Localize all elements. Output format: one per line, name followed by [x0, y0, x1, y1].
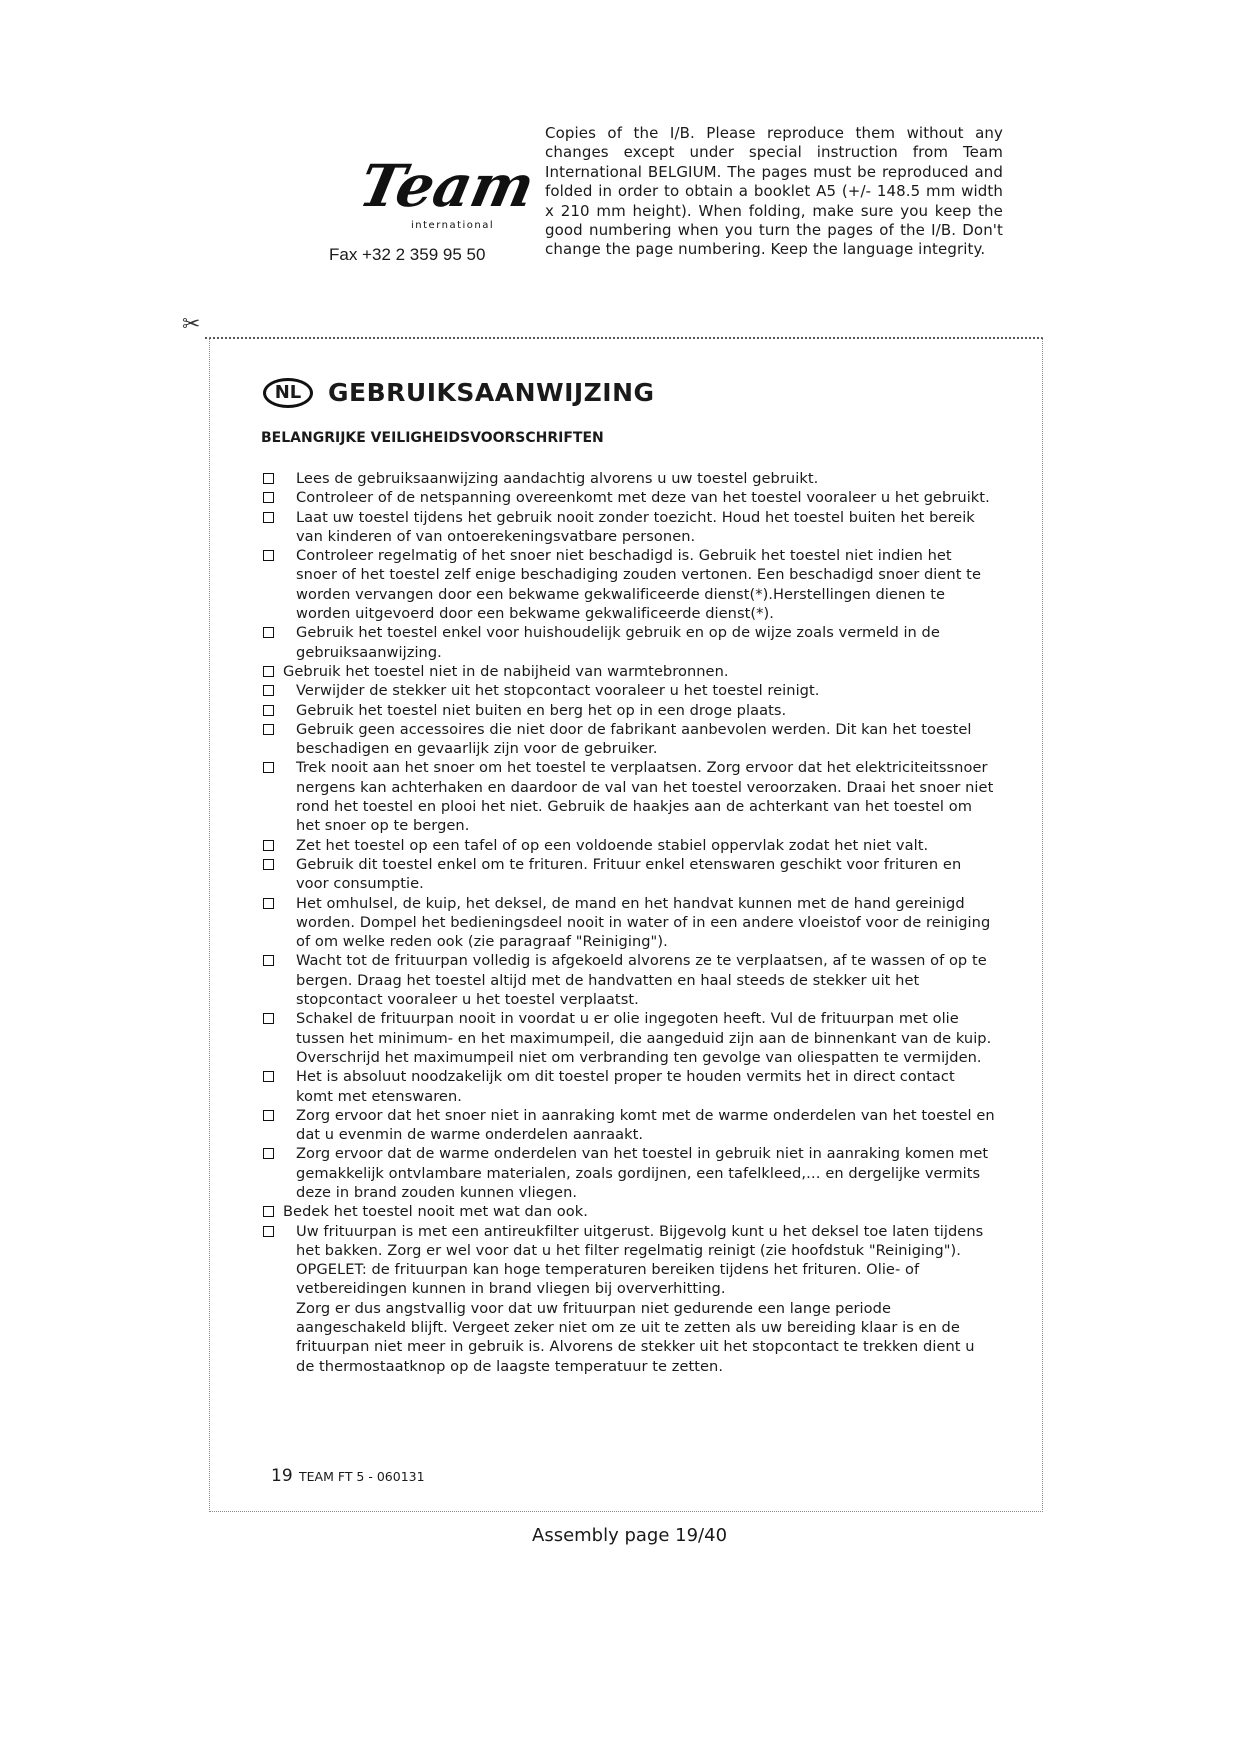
warning-text: OPGELET: de frituurpan kan hoge temperaturen bereiken tijdens het frituren. Olie- of vetbereidingen kunnen in brand vliegen bij oververhitting.	[296, 1261, 920, 1298]
list-item: Lees de gebruiksaanwijzing aandachtig alvorens u uw toestel gebruikt.	[261, 469, 996, 488]
list-item: Gebruik het toestel niet in de nabijheid van warmtebronnen.	[261, 662, 996, 681]
checkbox-bullet-icon	[263, 705, 274, 716]
checkbox-bullet-icon	[263, 550, 274, 561]
logo-word: Team	[353, 151, 541, 220]
list-item: Controleer regelmatig of het snoer niet beschadigd is. Gebruik het toestel niet indien het snoer of het toestel zelf enige beschadiging zouden vertonen. Een beschadigd snoer dient te worden vervangen door een bekwame gekwalificeerde dienst(*).Herstellingen dienen te worden uitgevoerd door een bekwame gekwalificeerde dienst(*).	[261, 546, 996, 623]
thermostat-text: Zorg er dus angstvallig voor dat uw frituurpan niet gedurende een lange periode aangeschakeld blijft. Vergeet zeker niet om ze uit te zetten als uw bereiding klaar is en de frituurpan niet meer in gebruik is. Alvorens de stekker uit het stopcontact te trekken dient u de thermostaatknop op de laagste temperatuur te zetten.	[296, 1299, 975, 1375]
antiodour-filter-text: Uw frituurpan is met een antireukfilter uitgerust. Bijgevolg kunt u het deksel toe laten tijdens het bakken. Zorg er wel voor dat u het filter regelmatig reinigt (zie hoofdstuk "Reiniging").	[296, 1222, 984, 1259]
list-item: Gebruik het toestel niet buiten en berg het op in een droge plaats.	[261, 701, 996, 720]
checkbox-bullet-icon	[263, 473, 274, 484]
fax-number: Fax +32 2 359 95 50	[329, 245, 486, 264]
section-heading: BELANGRIJKE VEILIGHEIDSVOORSCHRIFTEN	[261, 430, 604, 446]
list-item: Wacht tot de frituurpan volledig is afgekoeld alvorens ze te verplaatsen, af te wassen of op te bergen. Draag het toestel altijd met de handvatten en haal steeds de stekker uit het stopcontact vooraleer u het toestel verplaatst.	[261, 951, 996, 1009]
assembly-page-label: Assembly page 19/40	[532, 1525, 728, 1546]
list-item: Het omhulsel, de kuip, het deksel, de mand en het handvat kunnen met de hand gereinigd worden. Dompel het bedieningsdeel nooit in water of in een andere vloeistof voor de reiniging of om welke reden ook (zie paragraaf "Reiniging").	[261, 894, 996, 952]
team-international-logo	[353, 138, 541, 238]
page-title: GEBRUIKSAANWIJZING	[328, 378, 655, 407]
logo-sub: international	[411, 220, 495, 231]
list-item: Zorg ervoor dat de warme onderdelen van het toestel in gebruik niet in aanraking komen met gemakkelijk ontvlambare materialen, zoals gordijnen, een tafelkleed,… en dergelijke vermits deze in brand zouden kunnen vliegen.	[261, 1144, 996, 1202]
list-item: Verwijder de stekker uit het stopcontact vooraleer u het toestel reinigt.	[261, 681, 996, 700]
checkbox-bullet-icon	[263, 840, 274, 851]
list-item: Zorg ervoor dat het snoer niet in aanraking komt met de warme onderdelen van het toestel en dat u evenmin de warme onderdelen aanraakt.	[261, 1106, 996, 1145]
checkbox-bullet-icon	[263, 1148, 274, 1159]
checkbox-bullet-icon	[263, 1110, 274, 1121]
list-item: Gebruik geen accessoires die niet door de fabrikant aanbevolen werden. Dit kan het toestel beschadigen en gevaarlijk zijn voor de gebruiker.	[261, 720, 996, 759]
checkbox-bullet-icon	[263, 1071, 274, 1082]
list-item: Gebruik dit toestel enkel om te frituren. Frituur enkel etenswaren geschikt voor frituren en voor consumptie.	[261, 855, 996, 894]
list-item: Schakel de frituurpan nooit in voordat u er olie ingegoten heeft. Vul de frituurpan met olie tussen het minimum- en het maximumpeil, die aangeduid zijn aan de binnenkant van de kuip. Overschrijd het maximumpeil niet om verbranding ten gevolge van oliespatten te vermijden.	[261, 1009, 996, 1067]
model-code: TEAM FT 5 - 060131	[299, 1469, 425, 1484]
checkbox-bullet-icon	[263, 955, 274, 966]
checkbox-bullet-icon	[263, 1013, 274, 1024]
checkbox-bullet-icon	[263, 685, 274, 696]
checkbox-bullet-icon	[263, 512, 274, 523]
list-item: Controleer of de netspanning overeenkomt met deze van het toestel vooraleer u het gebruikt.	[261, 488, 996, 507]
list-item: Laat uw toestel tijdens het gebruik nooit zonder toezicht. Houd het toestel buiten het bereik van kinderen of van ontoerekeningsvatbare personen.	[261, 508, 996, 547]
list-item: Zet het toestel op een tafel of op een voldoende stabiel oppervlak zodat het niet valt.	[261, 836, 996, 855]
list-item: Bedek het toestel nooit met wat dan ook.	[261, 1202, 996, 1221]
checkbox-bullet-icon	[263, 859, 274, 870]
reproduction-instructions: Copies of the I/B. Please reproduce them without any changes except under special instruction from Team International BELGIUM. The pages must be reproduced and folded in order to obtain a booklet A5 (+/- 148.5 mm width x 210 mm height). When folding, make sure you keep the good numbering when you turn the pages of the I/B. Don't change the page numbering. Keep the language integrity.	[545, 124, 1003, 259]
scissors-icon: ✂	[182, 312, 201, 337]
checkbox-bullet-icon	[263, 1206, 274, 1217]
list-item	[261, 1222, 996, 1376]
list-item: Gebruik het toestel enkel voor huishoudelijk gebruik en op de wijze zoals vermeld in de gebruiksaanwijzing.	[261, 623, 996, 662]
checkbox-bullet-icon	[263, 898, 274, 909]
checkbox-bullet-icon	[263, 1226, 274, 1237]
safety-list	[261, 469, 996, 1376]
language-badge: NL	[263, 378, 313, 408]
page-number: 19	[271, 1466, 293, 1486]
list-item: Het is absoluut noodzakelijk om dit toestel proper te houden vermits het in direct contact komt met etenswaren.	[261, 1067, 996, 1106]
checkbox-bullet-icon	[263, 627, 274, 638]
list-item: Trek nooit aan het snoer om het toestel te verplaatsen. Zorg ervoor dat het elektriciteitssnoer nergens kan achterhaken en daardoor de val van het toestel veroorzaken. Draai het snoer niet rond het toestel en plooi het niet. Gebruik de haakjes aan de achterkant van het toestel om het snoer op te bergen.	[261, 758, 996, 835]
checkbox-bullet-icon	[263, 762, 274, 773]
checkbox-bullet-icon	[263, 492, 274, 503]
checkbox-bullet-icon	[263, 724, 274, 735]
checkbox-bullet-icon	[263, 666, 274, 677]
